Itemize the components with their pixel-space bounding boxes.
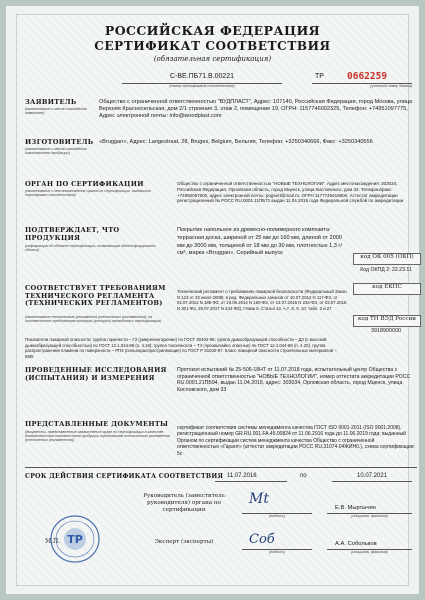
certificate-number: С-ВЕ.ПБ71.В.00221 [169, 73, 235, 80]
mp-label: М.П. [45, 538, 61, 545]
head-label: Руководитель (заместитель руководителя) органа по сертификации [143, 493, 225, 513]
product-label: ПОДТВЕРЖДАЕТ, ЧТО ПРОДУКЦИЯ [25, 226, 120, 242]
cert-body-text: Общество с ограниченной ответственностью "НОВЫЕ ТЕХНОЛОГИИ". Адрес местонахождения: 303034, Российская Федерация, Орловская область, город Мценск, улица Кисловского, дом 33. Телефон/факс: +74950067600, адрес электронной почты: pogsert@mail.ru. ОГРН 1177746418600. Аттестат аккредитации регистрационный № РОСС RU.0001.11ПБ71 выдан 11.04.2016 года Федеральной службой по аккредитации [177, 181, 404, 204]
certificate-subtitle: (обязательная сертификация) [153, 55, 272, 63]
certificate-frame [16, 14, 417, 586]
expert-name-note: (инициалы, фамилия) [351, 550, 388, 554]
head-signature: Mt [249, 491, 269, 507]
tnved-code: 3918900000 [371, 328, 401, 334]
expert-signature: Соб [249, 532, 275, 547]
documents-text: сертификат соответствия системы менеджмента качества ГОСТ ISO 9001-2011 (ISO 9001:2008), регистрационный номер GR.RU.001.FA.45.00824 от 11.06.2016 года до 11.06.2019 года; выданный Органом по сертификации систем менеджмента качества Общество с ограниченной ответственностью «Гарант» (аттестат аккредитации РОСС RU.31074.04ЖИН0.), схема сертификации: 5с [177, 425, 415, 457]
country-title: РОССИЙСКАЯ ФЕДЕРАЦИЯ [104, 23, 321, 38]
validity-label: СРОК ДЕЙСТВИЯ СЕРТИФИКАТА СООТВЕТСТВИЯ [25, 473, 224, 480]
manufacturer-text: «Bruggan», Адрес: Langestraat, 28, Bruges, Belgium, Бельгия, Телефон: +3250340666, Факс: +3250340556 [99, 139, 373, 145]
applicant-text: Общество с ограниченной ответственностью "ВУДПЛАСТ", Адрес: 107140, Российская Федерация, город Москва, улица Верхняя Красносельская, дом 2/1 строение 3, этаж 2, помещение 19, ОГРН: 1157746002325, Телефон: +74951097775, Адрес электронной почты: info@woodplast.com [99, 99, 413, 120]
series-prefix: ТР [315, 73, 324, 80]
manufacturer-label: ИЗГОТОВИТЕЛЬ [25, 138, 94, 146]
blank-number-note: (учетный номер бланка) [370, 84, 412, 88]
okp-code-box: код ОК 005 (ОКП) [353, 253, 421, 265]
tests-text: Протокол испытаний № 25-506-18НТ от 11.07.2018 года, испытательный центр Общества с ограниченной ответственностью "НОВЫЕ ТЕХНОЛОГИИ", номер аттестата аккредитации РОСС RU.0001.21ПБ94, выдан 11.04.2016, адрес: 303034, Орловская область, город Мценск, улица Кисловского, дом 33 [177, 367, 411, 393]
manufacturer-sublabel: (наименование и место нахождения изготовителя продукции) [25, 147, 87, 155]
expert-label: Эксперт (эксперты) [154, 539, 214, 545]
certificate-title: СЕРТИФИКАТ СООТВЕТСТВИЯ [94, 39, 331, 53]
certificate-number-note: (номер сертификата соответствия) [169, 84, 235, 88]
applicant-label: ЗАЯВИТЕЛЬ [25, 98, 77, 106]
head-signature-note: (подпись) [268, 514, 286, 518]
requirements-sublabel: (наименование технического регламента (технических регламентов), на соответствие требованиям которого (которых) проводилась сертификация) [25, 315, 162, 323]
cert-body-label: ОРГАН ПО СЕРТИФИКАЦИИ [25, 180, 144, 188]
stamp-seal [39, 513, 103, 565]
blank-number: 0662259 [347, 70, 388, 82]
requirements-bottom: Показатели пожарной опасности: группа горючести – Г2 (умеренногорючие) по ГОСТ 30402-96; группа дымообразующей способности – Д3 (с высокой дымообразующей способностью) по ГОСТ 12.1.044-89 (п. 4.18); группа токсичности – Т4 (чрезвычайно опасные) по ГОСТ 12.1.044-89 (п. 4.20), группа распространения пламени по поверхности – РП4 (сильнораспространяющие) по ГОСТ Р 51032-97. Класс пожарной опасности строительных материалов – КМ5 [25, 337, 337, 359]
product-sublabel: (информация об объекте сертификации, позволяющая идентифицировать объект) [25, 244, 156, 252]
cert-body-sublabel: (наименование и местонахождение органа по сертификации, выдавшего сертификат соответствия) [25, 189, 151, 197]
expert-name: А.А. Собольков [335, 541, 377, 547]
validity-to-word: по [300, 473, 307, 479]
applicant-sublabel: (наименование и место нахождения заявителя) [25, 107, 87, 115]
requirements-label: СООТВЕТСТВУЕТ ТРЕБОВАНИЯМ ТЕХНИЧЕСКОГО РЕГЛАМЕНТА (ТЕХНИЧЕСКИХ РЕГЛАМЕНТОВ) [25, 284, 166, 308]
product-text: Покрытие напольное из древесно-полимерного композита: террасная доска, шириной от 25 мм до 160 мм, длиной от 2000 мм до 3000 мм, толщиной от 18 мм до 30 мм, плотностью 1,3 г/см³, марка «Bruggan», Серийный выпуск [177, 227, 343, 257]
requirements-text: Технический регламент о требованиях пожарной безопасности (Федеральный Закон N 123 от 22 июля 2008г, в ред. Федеральных законов от 10.07.2012 N 117-ФЗ, от 02.07.2013 N 185-ФЗ, от 23.06.2014 N 160-ФЗ, от 13.07.2015 N 234-ФЗ, от 03.07.2016 N 301-ФЗ, 29.07.2017 N 244-ФЗ), Глава 5, Статья 13, ч.7, 8, 9, 10; табл. 3 и 27 [177, 289, 347, 311]
validity-from: 11.07.2018 [227, 473, 257, 479]
documents-label: ПРЕДСТАВЛЕННЫЕ ДОКУМЕНТЫ [25, 420, 169, 428]
validity-to: 10.07.2021 [357, 473, 388, 479]
tnved-code-box: код ТН ВЭД России [353, 315, 421, 327]
eskd-code-box: код ЕКПС [353, 283, 421, 295]
expert-signature-note: (подпись) [268, 550, 286, 554]
okpd2-code: Код ОКПД 2: 22.23.11 [360, 267, 412, 273]
head-name: Е.В. Мыртычян [335, 505, 376, 511]
head-name-note: (инициалы, фамилия) [351, 514, 388, 518]
stamp-letters: ТР [67, 533, 83, 546]
documents-sublabel: (документы, представленные заявителем в орган по сертификации в качестве доказательства соответствия продукции требованиям технического регламента (технических регламентов)) [25, 430, 171, 442]
tests-label: ПРОВЕДЕННЫЕ ИССЛЕДОВАНИЯ (ИСПЫТАНИЯ) И ИЗМЕРЕНИЯ [25, 366, 167, 382]
